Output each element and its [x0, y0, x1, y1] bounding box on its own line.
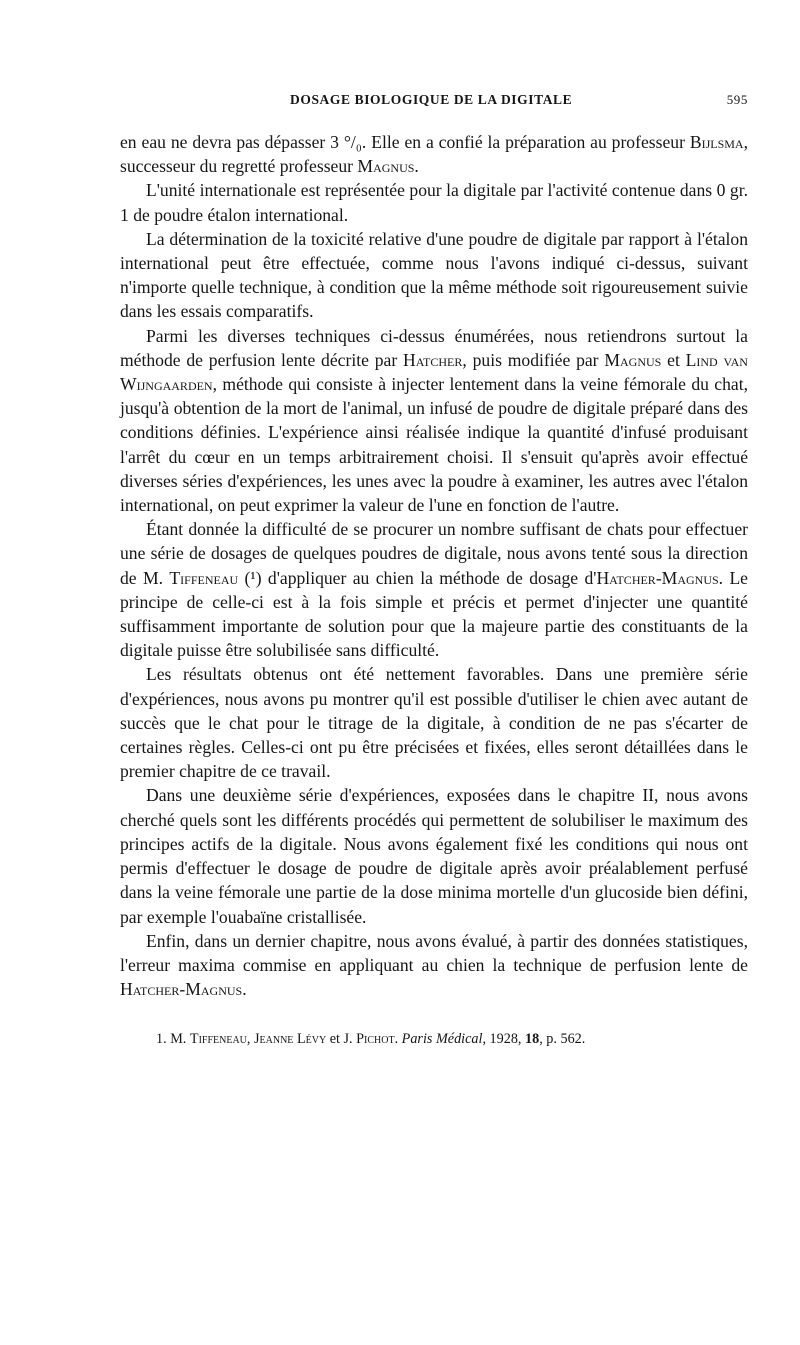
text-run: et [661, 349, 686, 370]
running-title: DOSAGE BIOLOGIQUE DE LA DIGITALE [290, 92, 573, 107]
text-run: , puis modifiée par [462, 349, 605, 370]
text-run: . [414, 156, 419, 177]
person-name: Hatcher-Magnus [120, 979, 243, 1000]
person-name: Lind van Wijngaarden [120, 349, 748, 395]
person-name: Tiffeneau [169, 567, 239, 588]
page-number: 595 [726, 92, 748, 107]
paragraph-8 [120, 929, 748, 1002]
footnote [120, 1029, 748, 1049]
footnote-journal: Paris Médical [401, 1031, 483, 1048]
person-name: Hatcher [403, 349, 463, 370]
person-name: Magnus [604, 349, 662, 370]
paragraph-2: L'unité internationale est représentée pour la digitale par l'activité contenue dans 0 gr. 1 de poudre étalon international. [120, 180, 748, 225]
text-run: , successeur du regretté professeur [120, 132, 748, 177]
footnote-number: 1. M. [156, 1031, 190, 1048]
person-name: Hatcher-Magnus [596, 567, 719, 588]
paragraph-4 [120, 324, 748, 518]
paragraph-5 [120, 517, 748, 662]
footnote-pages: , p. 562. [539, 1031, 586, 1048]
footnote-authors: Tiffeneau, Jeanne Lévy [189, 1031, 327, 1048]
text-run: (¹) d'appliquer au chien la méthode de dosage d' [238, 567, 597, 588]
text-run: . [394, 1031, 402, 1048]
paragraph-6: Les résultats obtenus ont été nettement favorables. Dans une première série d'expériences, nous avons pu montrer qu'il est possible d'utiliser le chien avec autant de succès que le chat pour le titrage de la digitale, à condition de ne pas s'écarter de certaines règles. Celles-ci ont pu être précisées et fixées, elles seront détaillées dans le premier chapitre de ce travail. [120, 664, 748, 782]
running-header [120, 88, 748, 114]
person-name: Magnus [357, 156, 415, 177]
body-text [120, 130, 748, 1001]
footnote-year: , 1928, [482, 1031, 526, 1048]
text-run: . Le principe de celle-ci est à la fois simple et précis et permet d'injecter une quantité suffisamment importante de solution pour que la majeure partie des constituants de la digitale puisse être solubilisée sans difficulté. [120, 567, 748, 661]
footnote-author: Pichot [356, 1031, 395, 1048]
text-run: , méthode qui consiste à injecter lentement dans la veine fémorale du chat, jusqu'à obtention de la mort de l'animal, un infusé de poudre de digitale préparé dans des conditions définies. L'expérience ainsi réalisée indique la quantité d'infusé produisant l'arrêt du cœur en un temps arbitrairement choisi. Il s'ensuit qu'après avoir effectué diverses séries d'expériences, les unes avec la poudre à examiner, les autres avec l'étalon international, on peut exprimer la valeur de l'une en fonction de l'autre. [120, 374, 748, 516]
paragraph-1 [120, 130, 748, 178]
text-run: et J. [326, 1031, 357, 1048]
text-run: Parmi les diverses techniques ci-dessus énumérées, nous retiendrons surtout la méthode de perfusion lente décrite par [120, 325, 748, 370]
text-run: Étant donnée la difficulté de se procurer un nombre suffisant de chats pour effectuer une série de dosages de quelques poudres de digitale, nous avons tenté sous la direction de M. [120, 519, 748, 588]
text-run: . [242, 979, 247, 1000]
paragraph-7: Dans une deuxième série d'expériences, exposées dans le chapitre II, nous avons cherché quels sont les différents procédés qui permettent de solubiliser le maximum des principes actifs de la digitale. Nous avons également fixé les conditions qui nous ont permis d'effectuer le dosage de poudre de digitale après avoir préalablement perfusé dans la veine fémorale une partie de la dose minima mortelle d'un glucoside bien défini, par exemple l'ouabaïne cristallisée. [120, 785, 748, 927]
person-name: Bijlsma [689, 132, 744, 152]
footnote-volume: 18 [525, 1031, 540, 1048]
paragraph-3: La détermination de la toxicité relative d'une poudre de digitale par rapport à l'étalon international peut être effectuée, comme nous l'avons indiqué ci-dessus, suivant n'importe quelle technique, à condition que la même méthode soit rigoureusement suivie dans les essais comparatifs. [120, 228, 748, 322]
text-run: Enfin, dans un dernier chapitre, nous avons évalué, à partir des données statistiques, l'erreur maxima commise en appliquant au chien la technique de perfusion lente de [120, 930, 748, 975]
text-run: en eau ne devra pas dépasser 3 °/₀. Elle en a confié la préparation au professeur [120, 132, 690, 152]
document-page [120, 88, 748, 1338]
